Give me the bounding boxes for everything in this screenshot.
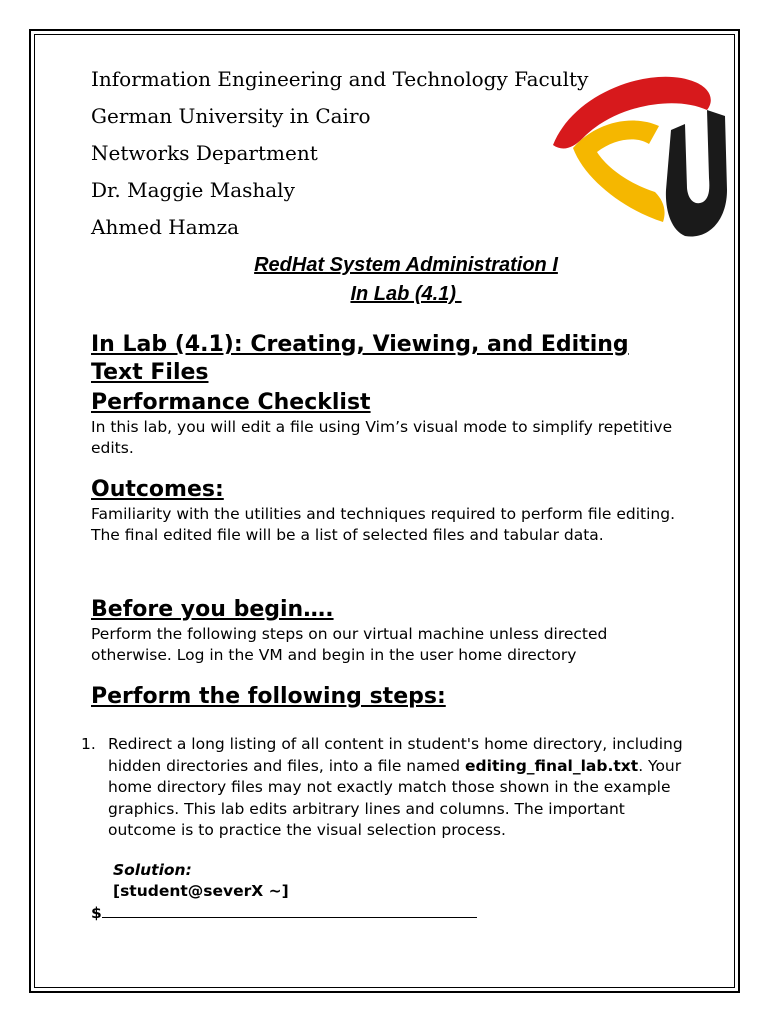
step-text-after: . Your home directory files may not exactly match those shown in the example graphics. This lab edits arbitrary lines and columns. The important outcome is to practice the visual selection process. [108,756,682,839]
dollar-sign: $ [91,904,102,922]
ta-line: Ahmed Hamza [91,215,240,239]
before-paragraph: Perform the following steps on our virtual machine unless directed otherwise. Log in the VM and begin in the user home directory [91,625,608,664]
solution-label: Solution: [113,861,192,879]
guc-logo-icon [545,60,735,245]
steps-list [81,734,691,842]
intro-paragraph: In this lab, you will edit a file using Vim’s visual mode to simplify repetitive edits. [91,418,673,457]
main-title [91,331,629,387]
main-title-line1: In Lab (4.1): Creating, Viewing, and Editing [91,332,629,357]
answer-blank[interactable] [102,903,477,918]
answer-line [91,903,477,922]
shell-prompt: [student@severX ~] [113,882,289,900]
step-text-before: Redirect a long listing of all content in student's home directory, including hidden directories and files, into a file named [108,735,683,775]
lab-subtitle: In Lab (4.1) [350,283,462,305]
instructor-line: Dr. Maggie Mashaly [91,178,295,202]
main-title-line2: Text Files [91,360,209,385]
checklist-heading: Performance Checklist [91,390,371,415]
university-line: German University in Cairo [91,104,371,128]
step-filename: editing_final_lab.txt [465,756,639,775]
before-heading: Before you begin…. [91,597,334,622]
step-number: 1. [81,735,96,753]
step-text [108,734,691,842]
course-title: RedHat System Administration I [254,254,558,276]
outcomes-heading: Outcomes: [91,477,224,502]
steps-heading: Perform the following steps: [91,684,446,709]
outcomes-paragraph: Familiarity with the utilities and techniques required to perform file editing. The final edited file will be a list of selected files and tabular data. [91,505,676,544]
list-item [81,734,691,842]
department-line: Networks Department [91,141,318,165]
faculty-line: Information Engineering and Technology Faculty [91,67,589,91]
